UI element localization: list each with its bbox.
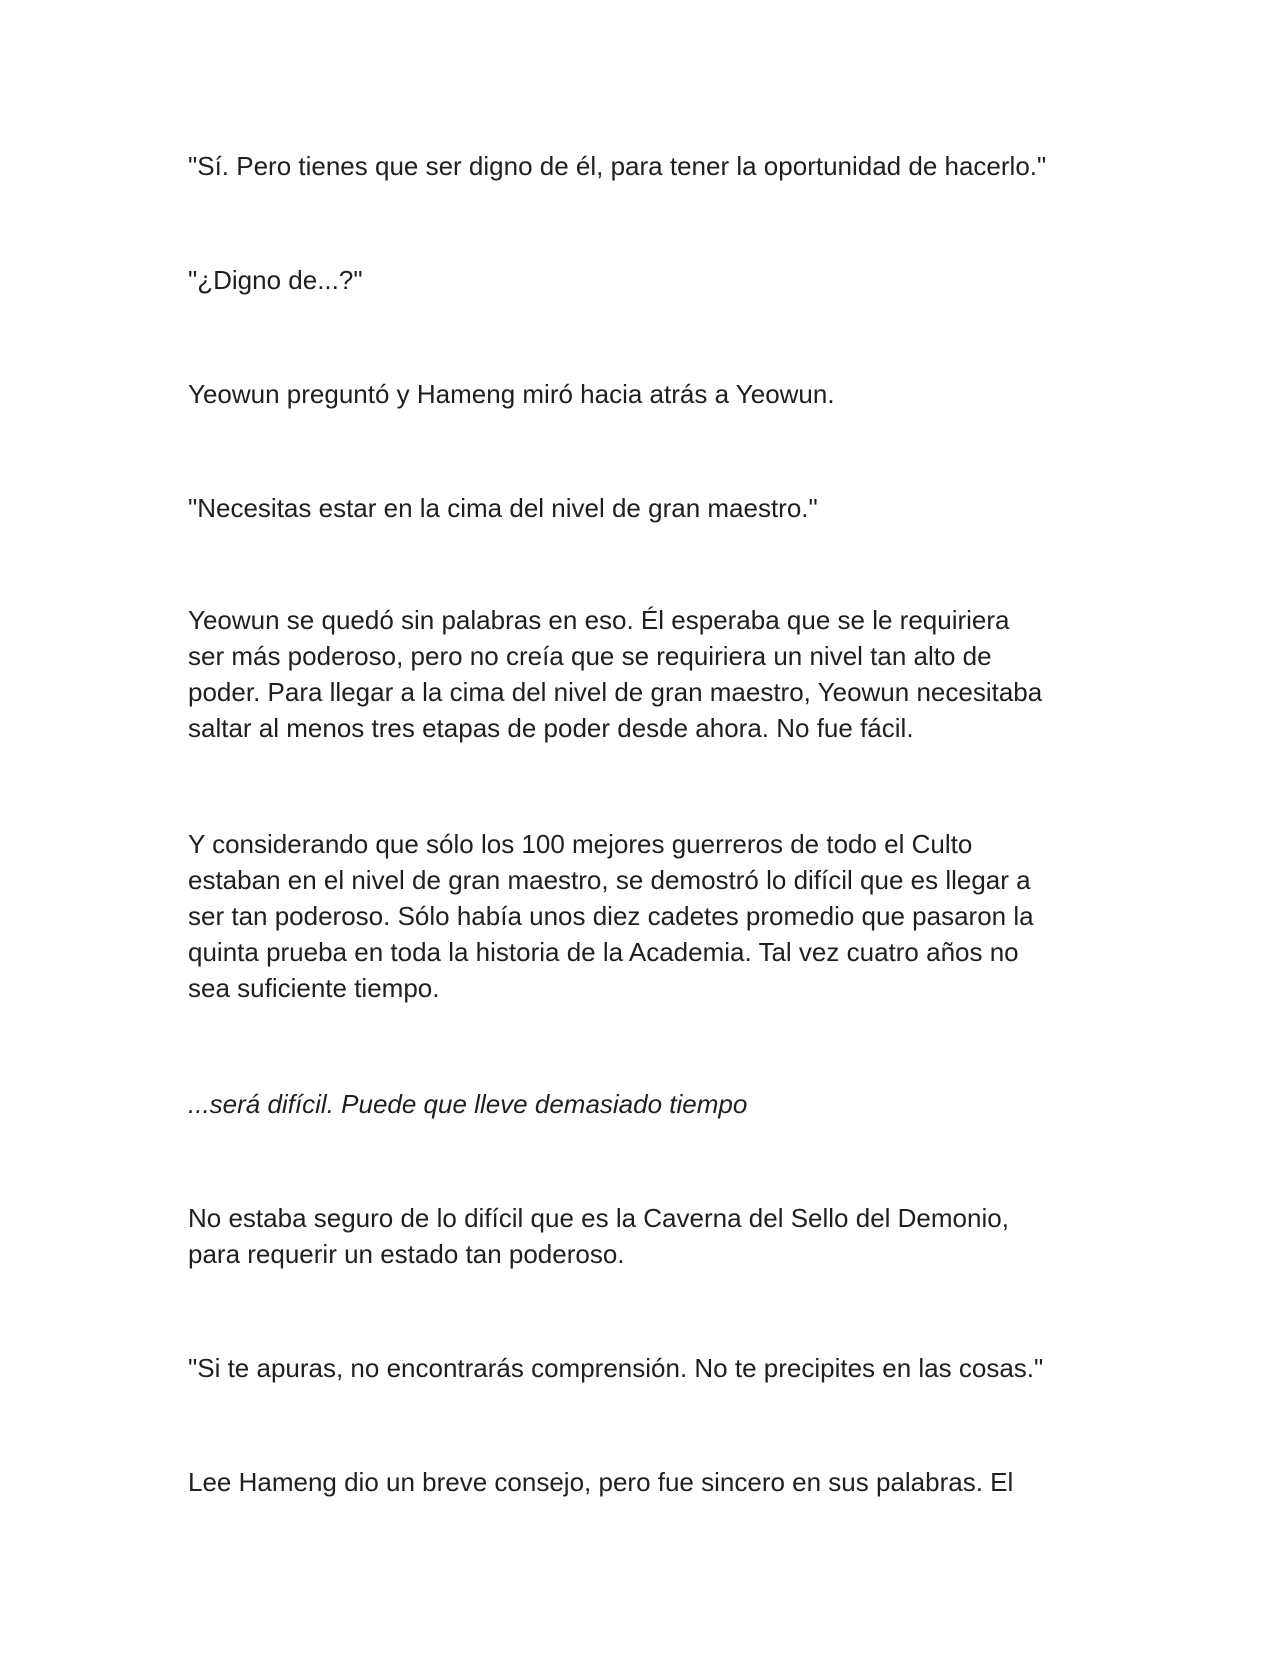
text-line: saltar al menos tres etapas de poder desde ahora. No fue fácil. bbox=[188, 713, 914, 743]
text-line: "¿Digno de...?" bbox=[188, 265, 363, 295]
text-line: Yeowun preguntó y Hameng miró hacia atrás a Yeowun. bbox=[188, 379, 835, 409]
paragraph-narration bbox=[188, 1464, 1108, 1500]
paragraph-dialogue bbox=[188, 490, 1108, 526]
text-line: estaban en el nivel de gran maestro, se demostró lo difícil que es llegar a bbox=[188, 865, 1031, 895]
text-line: "Necesitas estar en la cima del nivel de gran maestro." bbox=[188, 493, 818, 523]
text-line: ser más poderoso, pero no creía que se requiriera un nivel tan alto de bbox=[188, 641, 992, 671]
paragraph-thought bbox=[188, 1086, 1108, 1122]
text-line: ...será difícil. Puede que lleve demasiado tiempo bbox=[188, 1089, 748, 1119]
text-line: Yeowun se quedó sin palabras en eso. Él esperaba que se le requiriera bbox=[188, 605, 1010, 635]
paragraph-narration bbox=[188, 602, 1108, 746]
text-line: "Sí. Pero tienes que ser digno de él, para tener la oportunidad de hacerlo." bbox=[188, 151, 1047, 181]
text-line: para requerir un estado tan poderoso. bbox=[188, 1239, 625, 1269]
text-line: sea suficiente tiempo. bbox=[188, 973, 440, 1003]
paragraph-dialogue bbox=[188, 262, 1108, 298]
text-line: quinta prueba en toda la historia de la Academia. Tal vez cuatro años no bbox=[188, 937, 1019, 967]
text-line: ser tan poderoso. Sólo había unos diez cadetes promedio que pasaron la bbox=[188, 901, 1034, 931]
paragraph-narration bbox=[188, 376, 1108, 412]
text-line: Y considerando que sólo los 100 mejores guerreros de todo el Culto bbox=[188, 829, 973, 859]
paragraph-dialogue bbox=[188, 148, 1108, 184]
text-line: Lee Hameng dio un breve consejo, pero fue sincero en sus palabras. El bbox=[188, 1467, 1014, 1497]
text-line: "Si te apuras, no encontrarás comprensión. No te precipites en las cosas." bbox=[188, 1353, 1044, 1383]
paragraph-narration bbox=[188, 826, 1108, 1006]
text-line: poder. Para llegar a la cima del nivel de gran maestro, Yeowun necesitaba bbox=[188, 677, 1043, 707]
text-line: No estaba seguro de lo difícil que es la Caverna del Sello del Demonio, bbox=[188, 1203, 1009, 1233]
paragraph-narration bbox=[188, 1200, 1108, 1272]
paragraph-dialogue bbox=[188, 1350, 1108, 1386]
